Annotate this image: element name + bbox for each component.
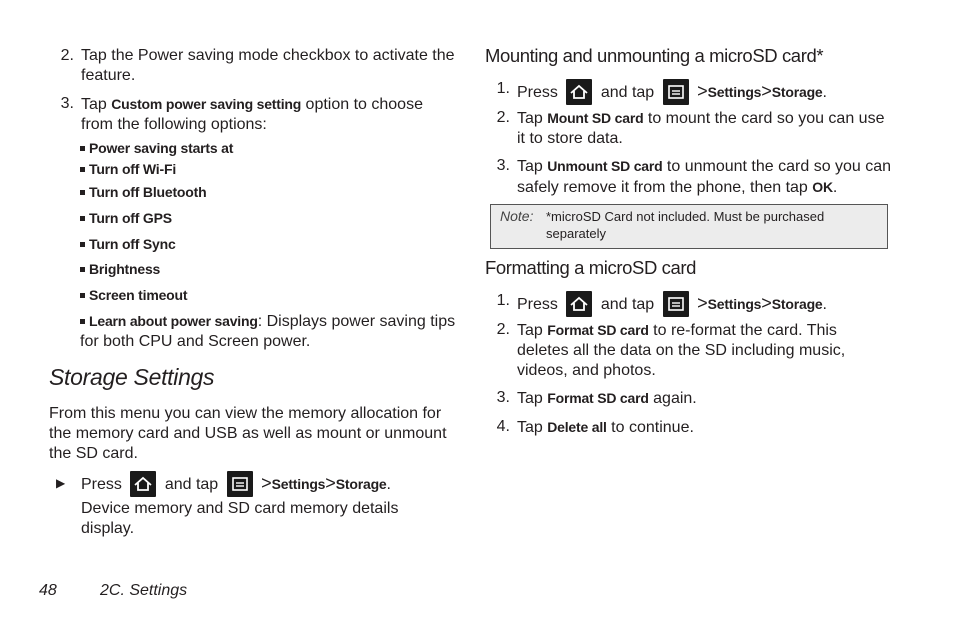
section-title: Storage Settings [49, 364, 215, 390]
result-text: Device memory and SD card memory details display. [81, 500, 399, 537]
mount-section-title: Mounting and unmounting a microSD card* [485, 45, 824, 66]
step-text-post: option to choose from the following options: [81, 96, 423, 133]
step-number: 3. [496, 157, 510, 174]
step-number: 4. [496, 418, 510, 435]
list-item: Turn off Wi-Fi [80, 160, 176, 178]
step-number: 2. [496, 109, 510, 126]
page-number: 48 [39, 582, 57, 599]
step-number: 3. [60, 95, 74, 112]
step-text: Tap Unmount SD card to unmount the card so you can safely remove it from the phone, then tap OK. [517, 158, 892, 196]
step-text: Tap Format SD card to re-format the card. This deletes all the data on the SD including music, videos, and photos. [517, 322, 846, 379]
menu-icon [227, 471, 253, 497]
list-item: Turn off Bluetooth [80, 183, 206, 201]
footer-section: 2C. Settings [100, 582, 188, 599]
press-instruction: Press and tap >Settings>Storage. [81, 471, 461, 497]
note-box [490, 204, 888, 249]
list-item: Turn off Sync [80, 235, 176, 253]
option-name: Learn about power saving [89, 313, 258, 329]
list-item: Power saving starts at [80, 139, 233, 157]
step-text: Tap the Power saving mode checkbox to activate the feature. [81, 47, 455, 84]
list-item: Turn off GPS [80, 209, 172, 227]
format-section-title: Formatting a microSD card [485, 257, 697, 278]
intro-paragraph: From this menu you can view the memory allocation for the memory card and USB as well as mount or unmount the SD card. [49, 405, 447, 462]
step-text: Tap Format SD card again. [517, 390, 697, 407]
note-text: *microSD Card not included. Must be purchased separately [546, 209, 825, 241]
bullet-arrow-icon: ▶ [56, 476, 66, 490]
press-instruction: Press and tap >Settings>Storage. [517, 291, 917, 317]
step-number: 1. [496, 292, 510, 309]
step-text-pre: Tap [81, 96, 112, 113]
home-icon [566, 291, 592, 317]
menu-icon [663, 79, 689, 105]
home-icon [566, 79, 592, 105]
step-text: Tap Mount SD card to mount the card so you can use it to store data. [517, 110, 885, 147]
step-number: 2. [60, 47, 74, 64]
note-label: Note: [500, 208, 534, 224]
press-instruction: Press and tap >Settings>Storage. [517, 79, 917, 105]
list-item: Screen timeout [80, 286, 187, 304]
menu-icon [663, 291, 689, 317]
list-item: Brightness [80, 260, 160, 278]
step-number: 1. [496, 80, 510, 97]
step-number: 3. [496, 389, 510, 406]
option-name: Custom power saving setting [111, 96, 302, 112]
step-text [81, 94, 459, 135]
list-item: Learn about power saving: Displays power saving tips for both CPU and Screen power. [80, 313, 456, 350]
step-text: Tap Delete all to continue. [517, 419, 694, 436]
step-number: 2. [496, 321, 510, 338]
home-icon [130, 471, 156, 497]
